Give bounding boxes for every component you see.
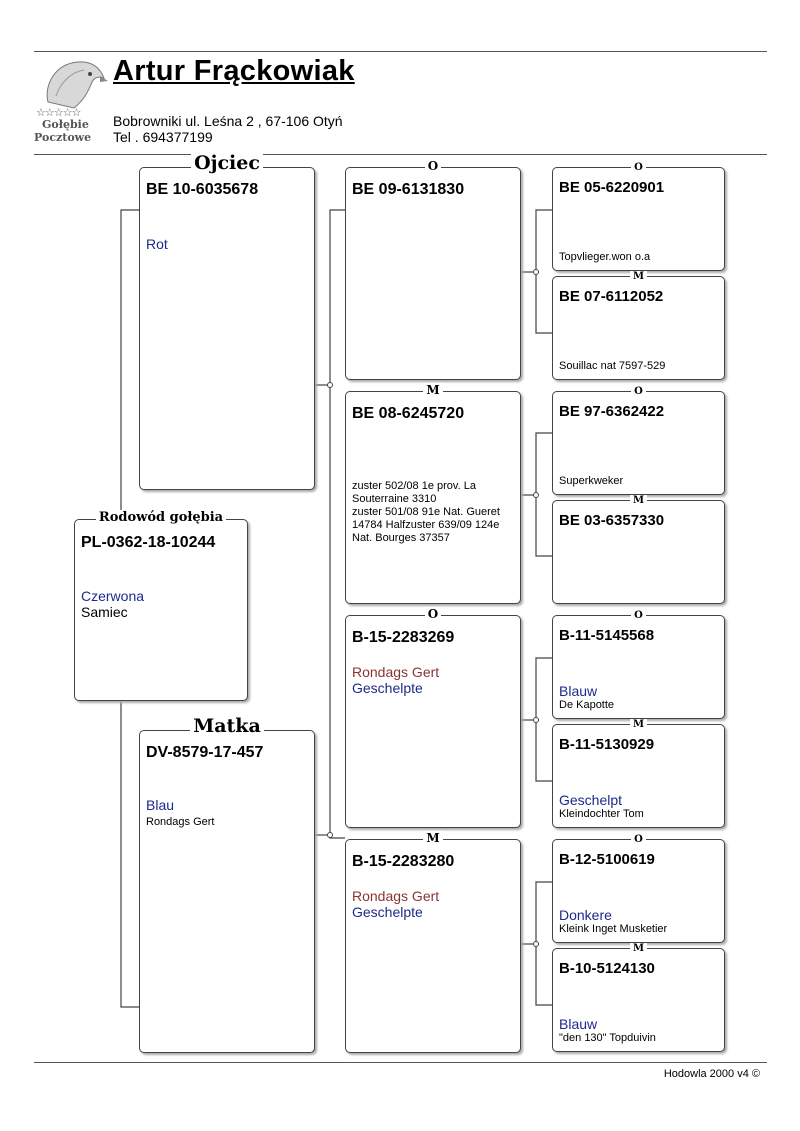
logo-text-2: Pocztowe <box>34 131 92 144</box>
mmm-card[interactable] <box>552 943 725 1052</box>
logo-text-1: Gołębie <box>42 118 89 131</box>
mother-ring: DV-8579-17-457 <box>146 744 264 761</box>
mf-color: Geschelpte <box>352 680 423 696</box>
mm-card[interactable] <box>345 831 521 1053</box>
mmf-note: Kleink Inget Musketier <box>559 923 668 935</box>
father-color: Rot <box>146 236 168 252</box>
fmm-label: M <box>630 495 647 506</box>
mother-label: Matka <box>190 715 264 737</box>
ffm-label: M <box>630 271 647 282</box>
mfm-note: Kleindochter Tom <box>559 808 644 820</box>
mm-label: M <box>423 831 442 845</box>
ffm-ring: BE 07-6112052 <box>559 288 664 305</box>
mmm-ring: B-10-5124130 <box>559 960 655 977</box>
fmf-label: O <box>631 386 646 397</box>
mother-color: Blau <box>146 797 175 813</box>
mf-breeder: Rondags Gert <box>352 664 440 680</box>
mmf-label: O <box>631 834 646 845</box>
fmf-note: Superkweker <box>559 475 624 487</box>
owner-phone: Tel . 694377199 <box>113 129 213 145</box>
mf-ring: B-15-2283269 <box>352 629 455 646</box>
father-card[interactable] <box>139 152 315 490</box>
mff-color: Blauw <box>559 683 598 699</box>
ff-ring: BE 09-6131830 <box>352 181 465 198</box>
mm-ring: B-15-2283280 <box>352 853 455 870</box>
subject-card[interactable] <box>74 510 248 701</box>
mfm-ring: B-11-5130929 <box>559 736 655 753</box>
logo-stars: ☆☆☆☆☆ <box>36 107 81 119</box>
fff-label: O <box>631 162 646 173</box>
ffm-note: Souillac nat 7597-529 <box>559 360 666 372</box>
fm-note: zuster 502/08 1e prov. La Souterraine 3310 zuster 501/08 91e Nat. Gueret 14784 Halfzuster 639/09 124e Nat. Bourges 37357 <box>352 480 500 544</box>
ff-card[interactable] <box>345 159 521 380</box>
mm-breeder: Rondags Gert <box>352 888 440 904</box>
owner-address: Bobrowniki ul. Leśna 2 , 67-106 Otyń <box>113 113 343 129</box>
ffm-card[interactable] <box>552 271 725 380</box>
mfm-color: Geschelpt <box>559 792 623 808</box>
fff-note: Topvlieger.won o.a <box>559 251 651 263</box>
fm-ring: BE 08-6245720 <box>352 405 465 422</box>
mmf-ring: B-12-5100619 <box>559 851 655 868</box>
footer-credit: Hodowla 2000 v4 © <box>663 1068 760 1080</box>
mff-card[interactable] <box>552 610 725 719</box>
mmm-color: Blauw <box>559 1016 598 1032</box>
mff-note: De Kapotte <box>559 699 615 711</box>
fmm-ring: BE 03-6357330 <box>559 512 665 529</box>
mff-ring: B-11-5145568 <box>559 627 655 644</box>
fm-label: M <box>423 383 442 397</box>
subject-label: Rodowód gołębia <box>96 510 226 525</box>
fff-ring: BE 05-6220901 <box>559 179 665 196</box>
ff-label: O <box>425 159 441 173</box>
mm-color: Geschelpte <box>352 904 423 920</box>
owner-name: Artur Frąckowiak <box>113 55 355 87</box>
mmf-color: Donkere <box>559 907 612 923</box>
mmf-card[interactable] <box>552 834 725 943</box>
mf-label: O <box>425 607 441 621</box>
subject-ring: PL-0362-18-10244 <box>81 534 216 551</box>
father-ring: BE 10-6035678 <box>146 181 259 198</box>
subject-color: Czerwona <box>81 588 145 604</box>
father-label: Ojciec <box>191 152 263 174</box>
fmf-ring: BE 97-6362422 <box>559 403 665 420</box>
mother-note: Rondags Gert <box>146 816 215 828</box>
mf-card[interactable] <box>345 607 521 828</box>
subject-sex: Samiec <box>81 604 128 620</box>
mfm-label: M <box>630 719 647 730</box>
fmf-card[interactable] <box>552 386 725 495</box>
mfm-card[interactable] <box>552 719 725 828</box>
mmm-note: "den 130" Topduivin <box>559 1032 656 1044</box>
fff-card[interactable] <box>552 162 725 271</box>
fmm-card[interactable] <box>552 495 725 604</box>
mmm-label: M <box>630 943 647 954</box>
mff-label: O <box>631 610 646 621</box>
mother-card[interactable] <box>139 715 315 1053</box>
fm-card[interactable] <box>345 383 521 604</box>
